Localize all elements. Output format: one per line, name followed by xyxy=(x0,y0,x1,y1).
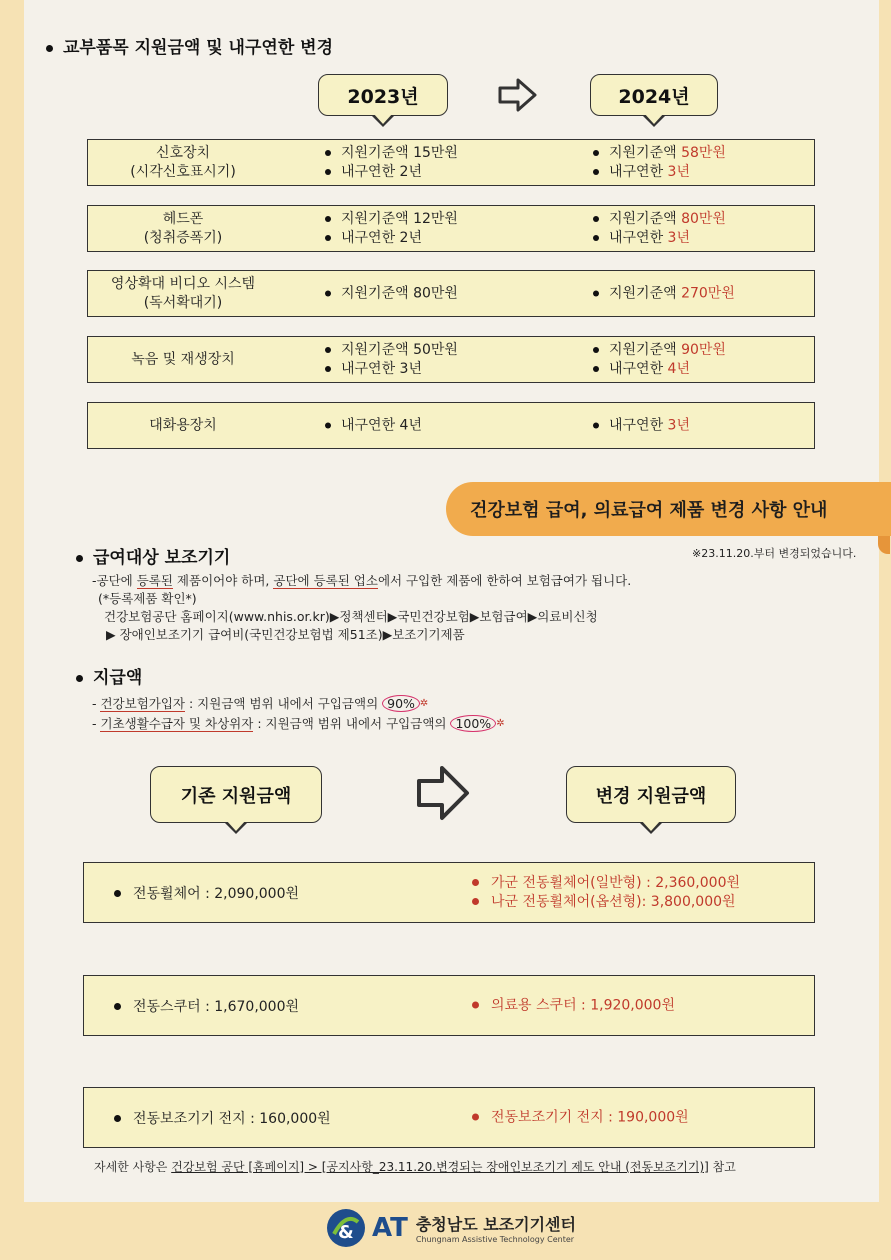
change-notice: ※23.11.20.부터 변경되었습니다. xyxy=(692,547,857,560)
old-value: 지원기준액 50만원 xyxy=(325,341,458,360)
table-row xyxy=(87,270,815,317)
old-value: 내구연한 4년 xyxy=(325,416,422,435)
new-amount: 전동보조기기 전지 : 190,000원 xyxy=(472,1108,689,1127)
right-arrow-icon xyxy=(416,765,470,821)
item-name: 대화용장치 xyxy=(149,417,217,433)
center-logo-icon xyxy=(326,1208,368,1248)
old-amount: 전동스쿠터 : 1,670,000원 xyxy=(114,996,299,1016)
old-value: 지원기준액 12만원 xyxy=(325,210,458,229)
org-name-en: Chungnam Assistive Technology Center xyxy=(415,1235,575,1244)
table-row xyxy=(87,336,815,383)
item-name: 신호장치 xyxy=(155,144,211,161)
table-row xyxy=(87,402,815,449)
amount-row xyxy=(83,1087,815,1148)
to-year-bubble xyxy=(590,74,718,116)
new-amount: 나군 전동휠체어(옵션형): 3,800,000원 xyxy=(472,893,740,912)
section2-title xyxy=(76,543,230,568)
new-value: 내구연한 4년 xyxy=(593,360,726,379)
svg-text:&: & xyxy=(338,1222,354,1243)
old-value: 지원기준액 15만원 xyxy=(325,144,458,163)
item-subname: (청취증폭기) xyxy=(143,229,223,246)
section1-title xyxy=(46,33,333,58)
new-amount-label: 변경 지원금액 xyxy=(595,785,707,807)
item-subname: (시각신호표시기) xyxy=(130,163,236,180)
item-subname: (독서확대기) xyxy=(143,294,223,311)
new-amount: 가군 전동휠체어(일반형) : 2,360,000원 xyxy=(472,874,740,893)
old-amount-label: 기존 지원금액 xyxy=(180,785,292,807)
amount-row xyxy=(83,975,815,1036)
new-amount-bubble xyxy=(566,766,736,823)
section3-title xyxy=(76,663,142,688)
from-year-label: 2023년 xyxy=(347,85,419,108)
banner-title: 건강보험 급여, 의료급여 제품 변경 사항 안내 xyxy=(470,500,828,521)
new-value: 지원기준액 270만원 xyxy=(593,284,735,303)
footer-logo xyxy=(326,1208,576,1248)
payment-rates: - 건강보험가입자 : 지원금액 범위 내에서 구입금액의 90% ✲ - 기초생활수급자 및 차상위자 : 지원금액 범위 내에서 구입금액의 100% ✲ xyxy=(92,696,505,731)
new-value: 내구연한 3년 xyxy=(593,229,726,248)
table-row xyxy=(87,205,815,252)
item-name: 영상확대 비디오 시스템 xyxy=(110,275,256,292)
section2-title-text: 급여대상 보조기기 xyxy=(93,548,231,568)
old-value: 내구연한 2년 xyxy=(325,163,458,182)
old-value: 내구연한 2년 xyxy=(325,229,458,248)
old-value: 내구연한 3년 xyxy=(325,360,458,379)
old-amount-bubble xyxy=(150,766,322,823)
reference-note: 자세한 사항은 건강보험 공단 [홈페이지] > [공지사항_23.11.20.변경되는 장애인보조기기 제도 안내 (전동보조기기)] 참고 xyxy=(94,1160,736,1174)
logo-text: AT xyxy=(372,1213,408,1243)
new-value: 지원기준액 90만원 xyxy=(593,341,726,360)
item-name: 녹음 및 재생장치 xyxy=(131,351,235,367)
section3-title-text: 지급액 xyxy=(93,668,143,688)
new-value: 내구연한 3년 xyxy=(593,163,726,182)
new-value: 지원기준액 58만원 xyxy=(593,144,726,163)
old-value: 지원기준액 80만원 xyxy=(325,284,458,303)
org-name: 충청남도 보조기기센터 xyxy=(415,1215,576,1234)
right-arrow-icon xyxy=(498,78,538,112)
new-amount: 의료용 스쿠터 : 1,920,000원 xyxy=(472,996,675,1015)
old-amount: 전동보조기기 전지 : 160,000원 xyxy=(114,1108,331,1128)
new-value: 지원기준액 80만원 xyxy=(593,210,726,229)
section1-title-text: 교부품목 지원금액 및 내구연한 변경 xyxy=(63,38,334,58)
to-year-label: 2024년 xyxy=(618,85,690,108)
reference-link[interactable]: 건강보험 공단 [홈페이지] > [공지사항_23.11.20.변경되는 장애인보조기기 제도 안내 (전동보조기기)] xyxy=(171,1160,709,1174)
old-amount: 전동휠체어 : 2,090,000원 xyxy=(114,883,299,903)
new-value: 내구연한 3년 xyxy=(593,416,690,435)
eligibility-text: -공단에 등록된 제품이어야 하며, 공단에 등록된 업소에서 구입한 제품에 한하여 보험급여가 됩니다. (*등록제품 확인*) 건강보험공단 홈페이지(www.nhis.or.kr)▶정책센터▶국민건강보험▶보험급여▶의료비신청 ▶ 장애인보조기기 급여비(국민건강보험법 제51조)▶보조기기제품 xyxy=(92,573,632,642)
banner-tab xyxy=(878,536,890,554)
table-row xyxy=(87,139,815,186)
amount-row xyxy=(83,862,815,923)
from-year-bubble xyxy=(318,74,448,116)
section-banner xyxy=(446,482,891,536)
item-name: 헤드폰 xyxy=(162,210,204,227)
